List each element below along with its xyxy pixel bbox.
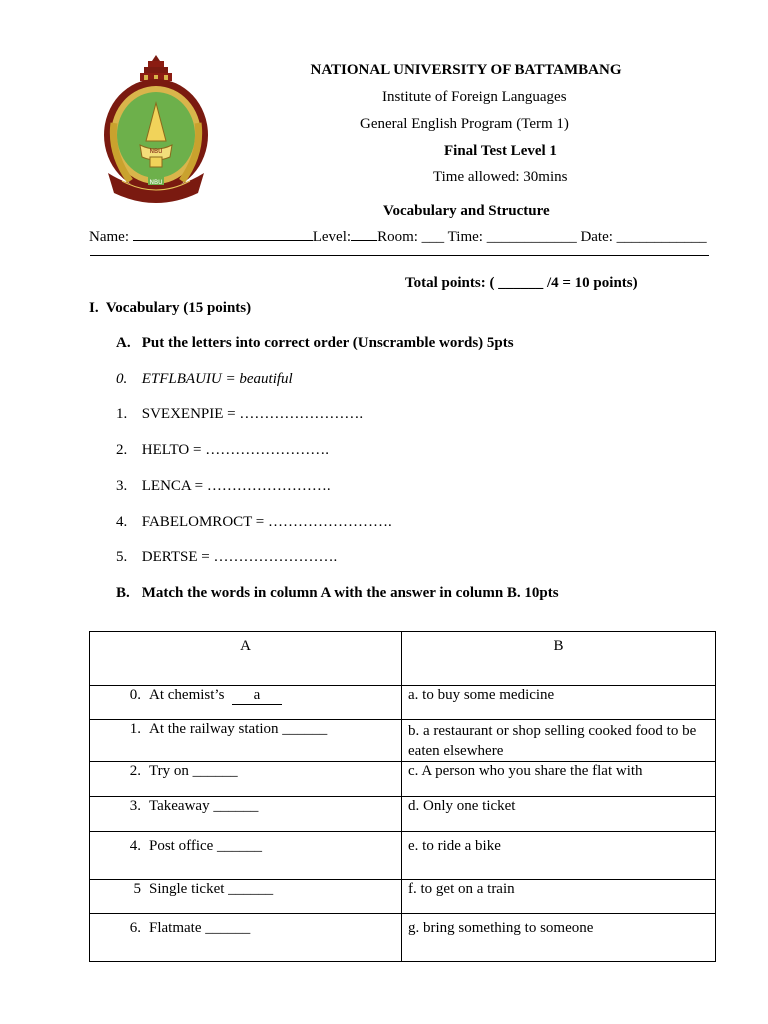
room-label: Room:	[377, 229, 418, 245]
column-b-header: B	[402, 632, 716, 686]
logo-center-text: NBU	[149, 148, 163, 155]
list-item: 3. LENCA = …………………….	[116, 478, 331, 494]
list-item: 4. FABELOMROCT = …………………….	[116, 514, 392, 530]
level-blank[interactable]	[351, 226, 377, 241]
part-b-title: Match the words in column A with the answer in column B. 10pts	[141, 585, 559, 601]
date-blank[interactable]: ____________	[616, 229, 707, 245]
table-row: 1. At the railway station ______ b. a restaurant or shop selling cooked food to be eaten elsewhere	[90, 720, 716, 762]
table-row: 0. At chemist’s a a. to buy some medicine	[90, 686, 716, 720]
university-logo	[100, 53, 212, 207]
table-row: 2. Try on ______ c. A person who you share the flat with	[90, 762, 716, 797]
list-item: 0. ETFLBAUIU = beautiful	[116, 371, 293, 387]
date-label: Date:	[580, 229, 613, 245]
program-name: General English Program (Term 1)	[360, 116, 569, 132]
example-answer: a	[232, 687, 282, 705]
time-allowed: Time allowed: 30mins	[433, 169, 568, 185]
section-1-heading	[89, 300, 251, 317]
total-points: Total points: ( ______ /4 = 10 points)	[405, 275, 638, 291]
university-name: NATIONAL UNIVERSITY OF BATTAMBANG	[310, 62, 622, 78]
table-row: 6. Flatmate ______ g. bring something to someone	[90, 914, 716, 962]
name-label: Name:	[89, 229, 129, 245]
table-row: 5 Single ticket ______ f. to get on a train	[90, 880, 716, 914]
time-label: Time:	[447, 229, 483, 245]
part-b-letter: B.	[116, 585, 130, 601]
table-row: 4. Post office ______ e. to ride a bike	[90, 832, 716, 880]
name-blank[interactable]	[133, 226, 313, 241]
part-a-heading	[116, 335, 514, 352]
section-1-numeral: I.	[89, 300, 99, 316]
list-item: 5. DERTSE = …………………….	[116, 549, 338, 565]
subject-title: Vocabulary and Structure	[383, 203, 550, 219]
table-header-row	[90, 632, 716, 686]
room-blank[interactable]: ___	[421, 229, 445, 245]
section-1-title: Vocabulary (15 points)	[105, 300, 252, 316]
matching-table	[89, 631, 716, 962]
column-a-header: A	[90, 632, 402, 686]
institute-name: Institute of Foreign Languages	[382, 89, 567, 105]
logo-banner-text: NBU	[149, 179, 163, 186]
time-blank[interactable]: ____________	[486, 229, 577, 245]
list-item: 2. HELTO = …………………….	[116, 442, 329, 458]
test-title: Final Test Level 1	[444, 143, 557, 159]
list-item: 1. SVEXENPIE = …………………….	[116, 406, 364, 422]
header-divider	[90, 255, 709, 256]
table-row: 3. Takeaway ______ d. Only one ticket	[90, 797, 716, 832]
student-info-line	[89, 226, 719, 246]
part-a-letter: A.	[116, 335, 131, 351]
level-label: Level:	[312, 229, 352, 245]
part-a-title: Put the letters into correct order (Unscramble words) 5pts	[141, 335, 514, 351]
part-b-heading	[116, 585, 559, 602]
